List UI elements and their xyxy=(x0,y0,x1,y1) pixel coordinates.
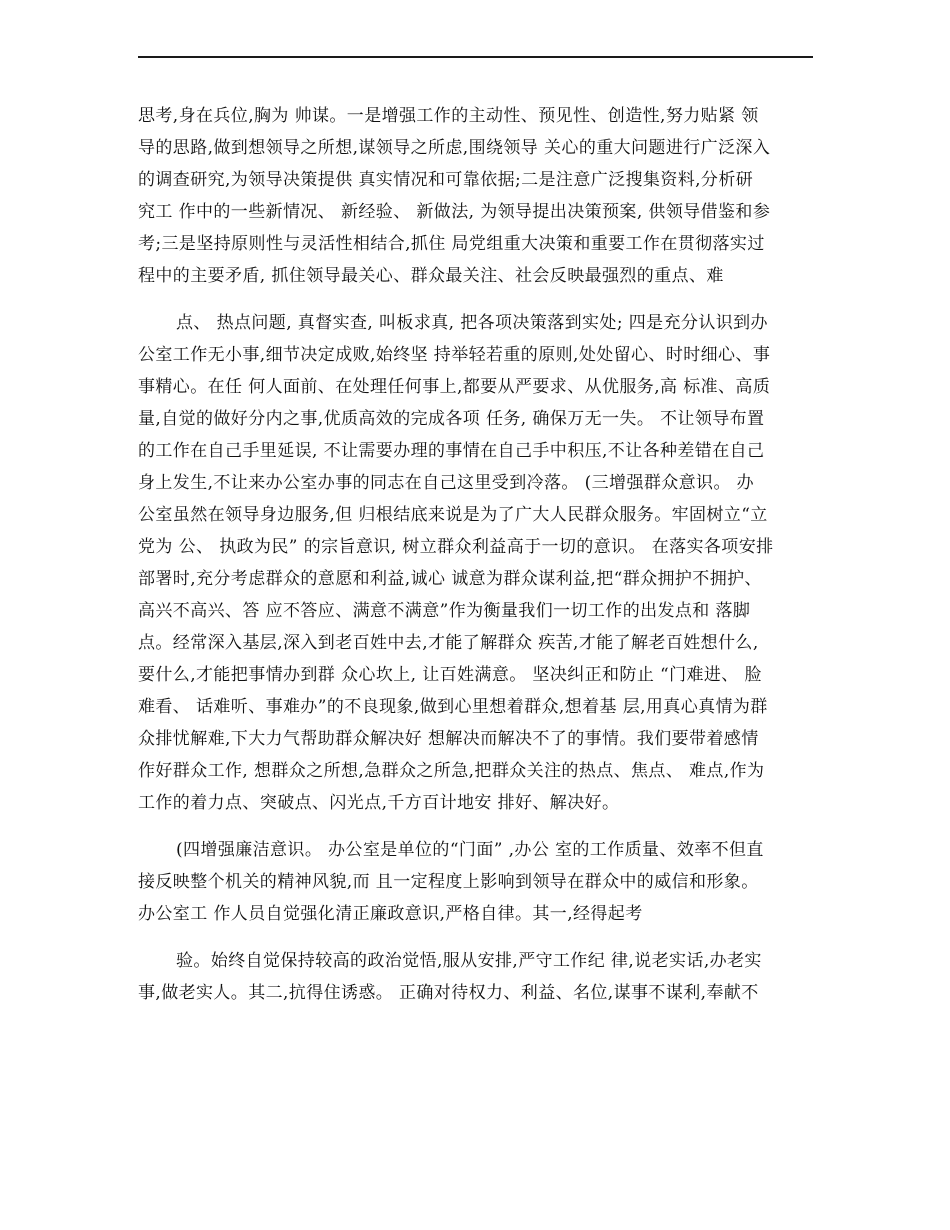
text-line: 程中的主要矛盾, 抓住领导最关心、群众最关注、社会反映最强烈的重点、难 xyxy=(138,266,724,286)
text-line: 身上发生,不让来办公室办事的同志在自己这里受到冷落。 (三增强群众意识。 办 xyxy=(138,473,755,493)
text-line: (四增强廉洁意识。 办公室是单位的“门面” ,办公 室的工作质量、效率不但直 xyxy=(176,840,764,860)
text-line: 量,自觉的做好分内之事,优质高效的完成各项 任务, 确保万无一失。 不让领导布置 xyxy=(138,409,765,429)
text-line: 的调查研究,为领导决策提供 真实情况和可靠依据;二是注意广泛搜集资料,分析研 xyxy=(138,170,754,190)
text-line: 接反映整个机关的精神风貌,而 且一定程度上影响到领导在群众中的威信和形象。 xyxy=(138,872,759,892)
text-line: 众排忧解难,下大力气帮助群众解决好 想解决而解决不了的事情。我们要带着感情 xyxy=(138,729,759,749)
text-line: 的工作在自己手里延误, 不让需要办理的事情在自己手中积压,不让各种差错在自己 xyxy=(138,441,765,461)
text-line: 考;三是坚持原则性与灵活性相结合,抓住 局党组重大决策和重要工作在贯彻落实过 xyxy=(138,234,765,254)
text-line: 事,做老实人。其二,抗得住诱惑。 正确对待权力、利益、名位,谋事不谋利,奉献不 xyxy=(138,983,759,1003)
text-line: 验。始终自觉保持较高的政治觉悟,服从安排,严守工作纪 律,说老实话,办老实 xyxy=(176,951,762,971)
text-line: 办公室工 作人员自觉强化清正廉政意识,严格自律。其一,经得起考 xyxy=(138,904,643,924)
text-line: 究工 作中的一些新情况、 新经验、 新做法, 为领导提出决策预案, 供领导借鉴和参 xyxy=(138,202,771,222)
text-line: 党为 公、 执政为民” 的宗旨意识, 树立群众利益高于一切的意识。 在落实各项安排 xyxy=(138,537,774,557)
text-line: 点。经常深入基层,深入到老百姓中去,才能了解群众 疾苦,才能了解老百姓想什么, xyxy=(138,633,759,653)
text-line: 公室工作无小事,细节决定成败,始终坚 持举轻若重的原则,处处留心、时时细心、事 xyxy=(138,345,771,365)
header-rule xyxy=(138,56,813,58)
text-line: 工作的着力点、突破点、闪光点,千方百计地安 排好、解决好。 xyxy=(138,793,620,813)
text-line: 作好群众工作, 想群众之所想,急群众之所急,把群众关注的热点、焦点、 难点,作为 xyxy=(138,761,765,781)
text-line: 思考,身在兵位,胸为 帅谋。一是增强工作的主动性、预见性、创造性,努力贴紧 领 xyxy=(138,106,759,126)
text-line: 高兴不高兴、答 应不答应、满意不满意”作为衡量我们一切工作的出发点和 落脚 xyxy=(138,601,751,621)
text-line: 点、 热点问题, 真督实查, 叫板求真, 把各项决策落到实处; 四是充分认识到办 xyxy=(176,313,768,333)
text-line: 部署时,充分考虑群众的意愿和利益,诚心 诚意为群众谋利益,把“群众拥护不拥护、 xyxy=(138,569,762,589)
text-line: 难看、 话难听、事难办”的不良现象,做到心里想着群众,想着基 层,用真心真情为群 xyxy=(138,697,768,717)
text-line: 事精心。在任 何人面前、在处理任何事上,都要从严要求、从优服务,高 标准、高质 xyxy=(138,377,771,397)
text-line: 公室虽然在领导身边服务,但 归根结底来说是为了广大人民群众服务。牢固树立“立 xyxy=(138,505,768,525)
text-line: 要什么,才能把事情办到群 众心坎上, 让百姓满意。 坚决纠正和防止 “门难进、 脸 xyxy=(138,665,762,685)
text-line: 导的思路,做到想领导之所想,谋领导之所虑,围绕领导 关心的重大问题进行广泛深入 xyxy=(138,138,771,158)
